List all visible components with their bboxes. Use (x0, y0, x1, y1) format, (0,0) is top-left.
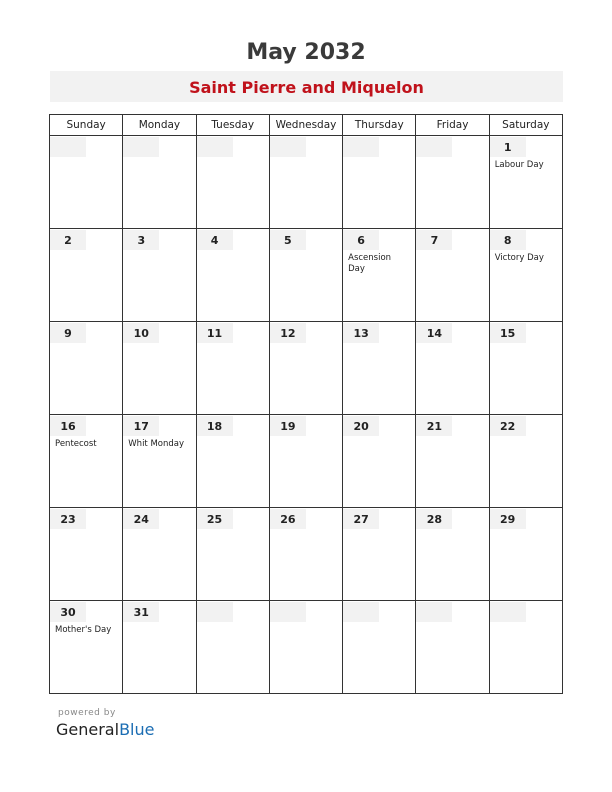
holiday-label (197, 157, 269, 160)
day-cell (50, 601, 123, 694)
day-number (270, 602, 306, 622)
holiday-label: Victory Day (494, 253, 544, 263)
day-number: 26 (270, 509, 306, 529)
holiday-label (490, 529, 562, 532)
day-cell (269, 229, 342, 322)
day-number (343, 137, 379, 157)
day-cell (269, 322, 342, 415)
holiday-label (197, 622, 269, 625)
day-number (50, 137, 86, 157)
weekday-friday: Friday (416, 115, 489, 136)
day-cell (343, 136, 416, 229)
holiday-label: Ascension Day (348, 253, 392, 274)
day-number: 22 (490, 416, 526, 436)
holiday-label (270, 343, 342, 346)
holiday-label (343, 622, 415, 625)
holiday-label (197, 529, 269, 532)
day-cell (489, 136, 562, 229)
day-cell (196, 322, 269, 415)
day-cell (50, 136, 123, 229)
holiday-label (50, 343, 122, 346)
day-number: 30 (50, 602, 86, 622)
day-cell (123, 415, 196, 508)
day-number: 1 (490, 137, 526, 157)
holiday-label: Whit Monday (128, 439, 185, 449)
day-cell (416, 601, 489, 694)
holiday-label (123, 157, 195, 160)
day-cell (196, 136, 269, 229)
brand-general: General (56, 720, 120, 739)
weekday-monday: Monday (123, 115, 196, 136)
day-cell (343, 601, 416, 694)
day-number: 25 (197, 509, 233, 529)
day-number (490, 602, 526, 622)
day-number: 20 (343, 416, 379, 436)
holiday-label (197, 343, 269, 346)
day-cell (343, 508, 416, 601)
day-cell (416, 415, 489, 508)
holiday-label (50, 250, 122, 253)
calendar-title: May 2032 (246, 40, 366, 65)
weekday-tuesday: Tuesday (196, 115, 269, 136)
day-number: 15 (490, 323, 526, 343)
day-cell (123, 508, 196, 601)
day-number: 2 (50, 230, 86, 250)
day-number: 5 (270, 230, 306, 250)
week-row (50, 322, 563, 415)
holiday-label (123, 622, 195, 625)
day-number: 29 (490, 509, 526, 529)
holiday-label (197, 250, 269, 253)
day-cell (343, 322, 416, 415)
day-number: 9 (50, 323, 86, 343)
day-cell (123, 601, 196, 694)
weekday-sunday: Sunday (50, 115, 123, 136)
day-cell (269, 508, 342, 601)
footer-branding (56, 708, 154, 739)
day-number (197, 602, 233, 622)
day-cell (416, 136, 489, 229)
day-number (343, 602, 379, 622)
holiday-label (123, 250, 195, 253)
powered-by-text: powered by (58, 708, 116, 718)
holiday-label (490, 436, 562, 439)
day-number (416, 137, 452, 157)
day-cell (269, 601, 342, 694)
day-number: 12 (270, 323, 306, 343)
holiday-label (416, 157, 488, 160)
day-cell (196, 601, 269, 694)
weekday-saturday: Saturday (489, 115, 562, 136)
day-number: 3 (123, 230, 159, 250)
holiday-label (270, 157, 342, 160)
day-number: 31 (123, 602, 159, 622)
day-number: 8 (490, 230, 526, 250)
generalblue-logo (56, 720, 154, 739)
day-cell (489, 508, 562, 601)
day-number: 18 (197, 416, 233, 436)
holiday-label (50, 157, 122, 160)
day-cell (123, 136, 196, 229)
holiday-label (343, 157, 415, 160)
day-cell (50, 229, 123, 322)
holiday-label (197, 436, 269, 439)
day-number: 17 (123, 416, 159, 436)
day-number: 27 (343, 509, 379, 529)
day-cell (123, 229, 196, 322)
week-row (50, 136, 563, 229)
holiday-label (490, 343, 562, 346)
holiday-label (343, 529, 415, 532)
day-cell (416, 508, 489, 601)
holiday-label (123, 343, 195, 346)
day-number: 21 (416, 416, 452, 436)
day-cell (196, 229, 269, 322)
holiday-label (490, 622, 562, 625)
holiday-label (343, 436, 415, 439)
holiday-label (123, 529, 195, 532)
day-cell (489, 229, 562, 322)
holiday-label (416, 622, 488, 625)
holiday-label (416, 529, 488, 532)
calendar-grid (49, 114, 563, 694)
holiday-label (50, 529, 122, 532)
day-number: 10 (123, 323, 159, 343)
day-cell (343, 415, 416, 508)
week-row (50, 415, 563, 508)
holiday-label (270, 529, 342, 532)
weekday-header-row (50, 115, 563, 136)
holiday-label (343, 343, 415, 346)
day-number (197, 137, 233, 157)
day-number: 7 (416, 230, 452, 250)
day-number: 24 (123, 509, 159, 529)
day-number: 4 (197, 230, 233, 250)
day-number (270, 137, 306, 157)
day-cell (50, 415, 123, 508)
day-cell (269, 136, 342, 229)
holiday-label: Mother's Day (55, 625, 112, 635)
brand-blue: Blue (119, 720, 155, 739)
calendar-body (50, 136, 563, 694)
holiday-label: Labour Day (494, 160, 544, 170)
day-cell (489, 601, 562, 694)
holiday-label (270, 436, 342, 439)
day-number: 14 (416, 323, 452, 343)
day-cell (269, 415, 342, 508)
day-number: 23 (50, 509, 86, 529)
day-cell (196, 415, 269, 508)
day-number: 16 (50, 416, 86, 436)
country-banner: Saint Pierre and Miquelon (50, 71, 563, 102)
day-number (123, 137, 159, 157)
day-number: 13 (343, 323, 379, 343)
day-cell (489, 322, 562, 415)
day-cell (416, 229, 489, 322)
day-cell (489, 415, 562, 508)
weekday-thursday: Thursday (343, 115, 416, 136)
holiday-label (416, 436, 488, 439)
week-row (50, 601, 563, 694)
holiday-label (270, 622, 342, 625)
day-number: 19 (270, 416, 306, 436)
day-cell (416, 322, 489, 415)
holiday-label: Pentecost (55, 439, 97, 449)
day-cell (196, 508, 269, 601)
day-number (416, 602, 452, 622)
day-cell (50, 322, 123, 415)
weekday-wednesday: Wednesday (269, 115, 342, 136)
holiday-label (270, 250, 342, 253)
day-cell (123, 322, 196, 415)
day-number: 6 (343, 230, 379, 250)
holiday-label (416, 250, 488, 253)
day-number: 28 (416, 509, 452, 529)
day-number: 11 (197, 323, 233, 343)
week-row (50, 229, 563, 322)
day-cell (343, 229, 416, 322)
day-cell (50, 508, 123, 601)
holiday-label (416, 343, 488, 346)
week-row (50, 508, 563, 601)
